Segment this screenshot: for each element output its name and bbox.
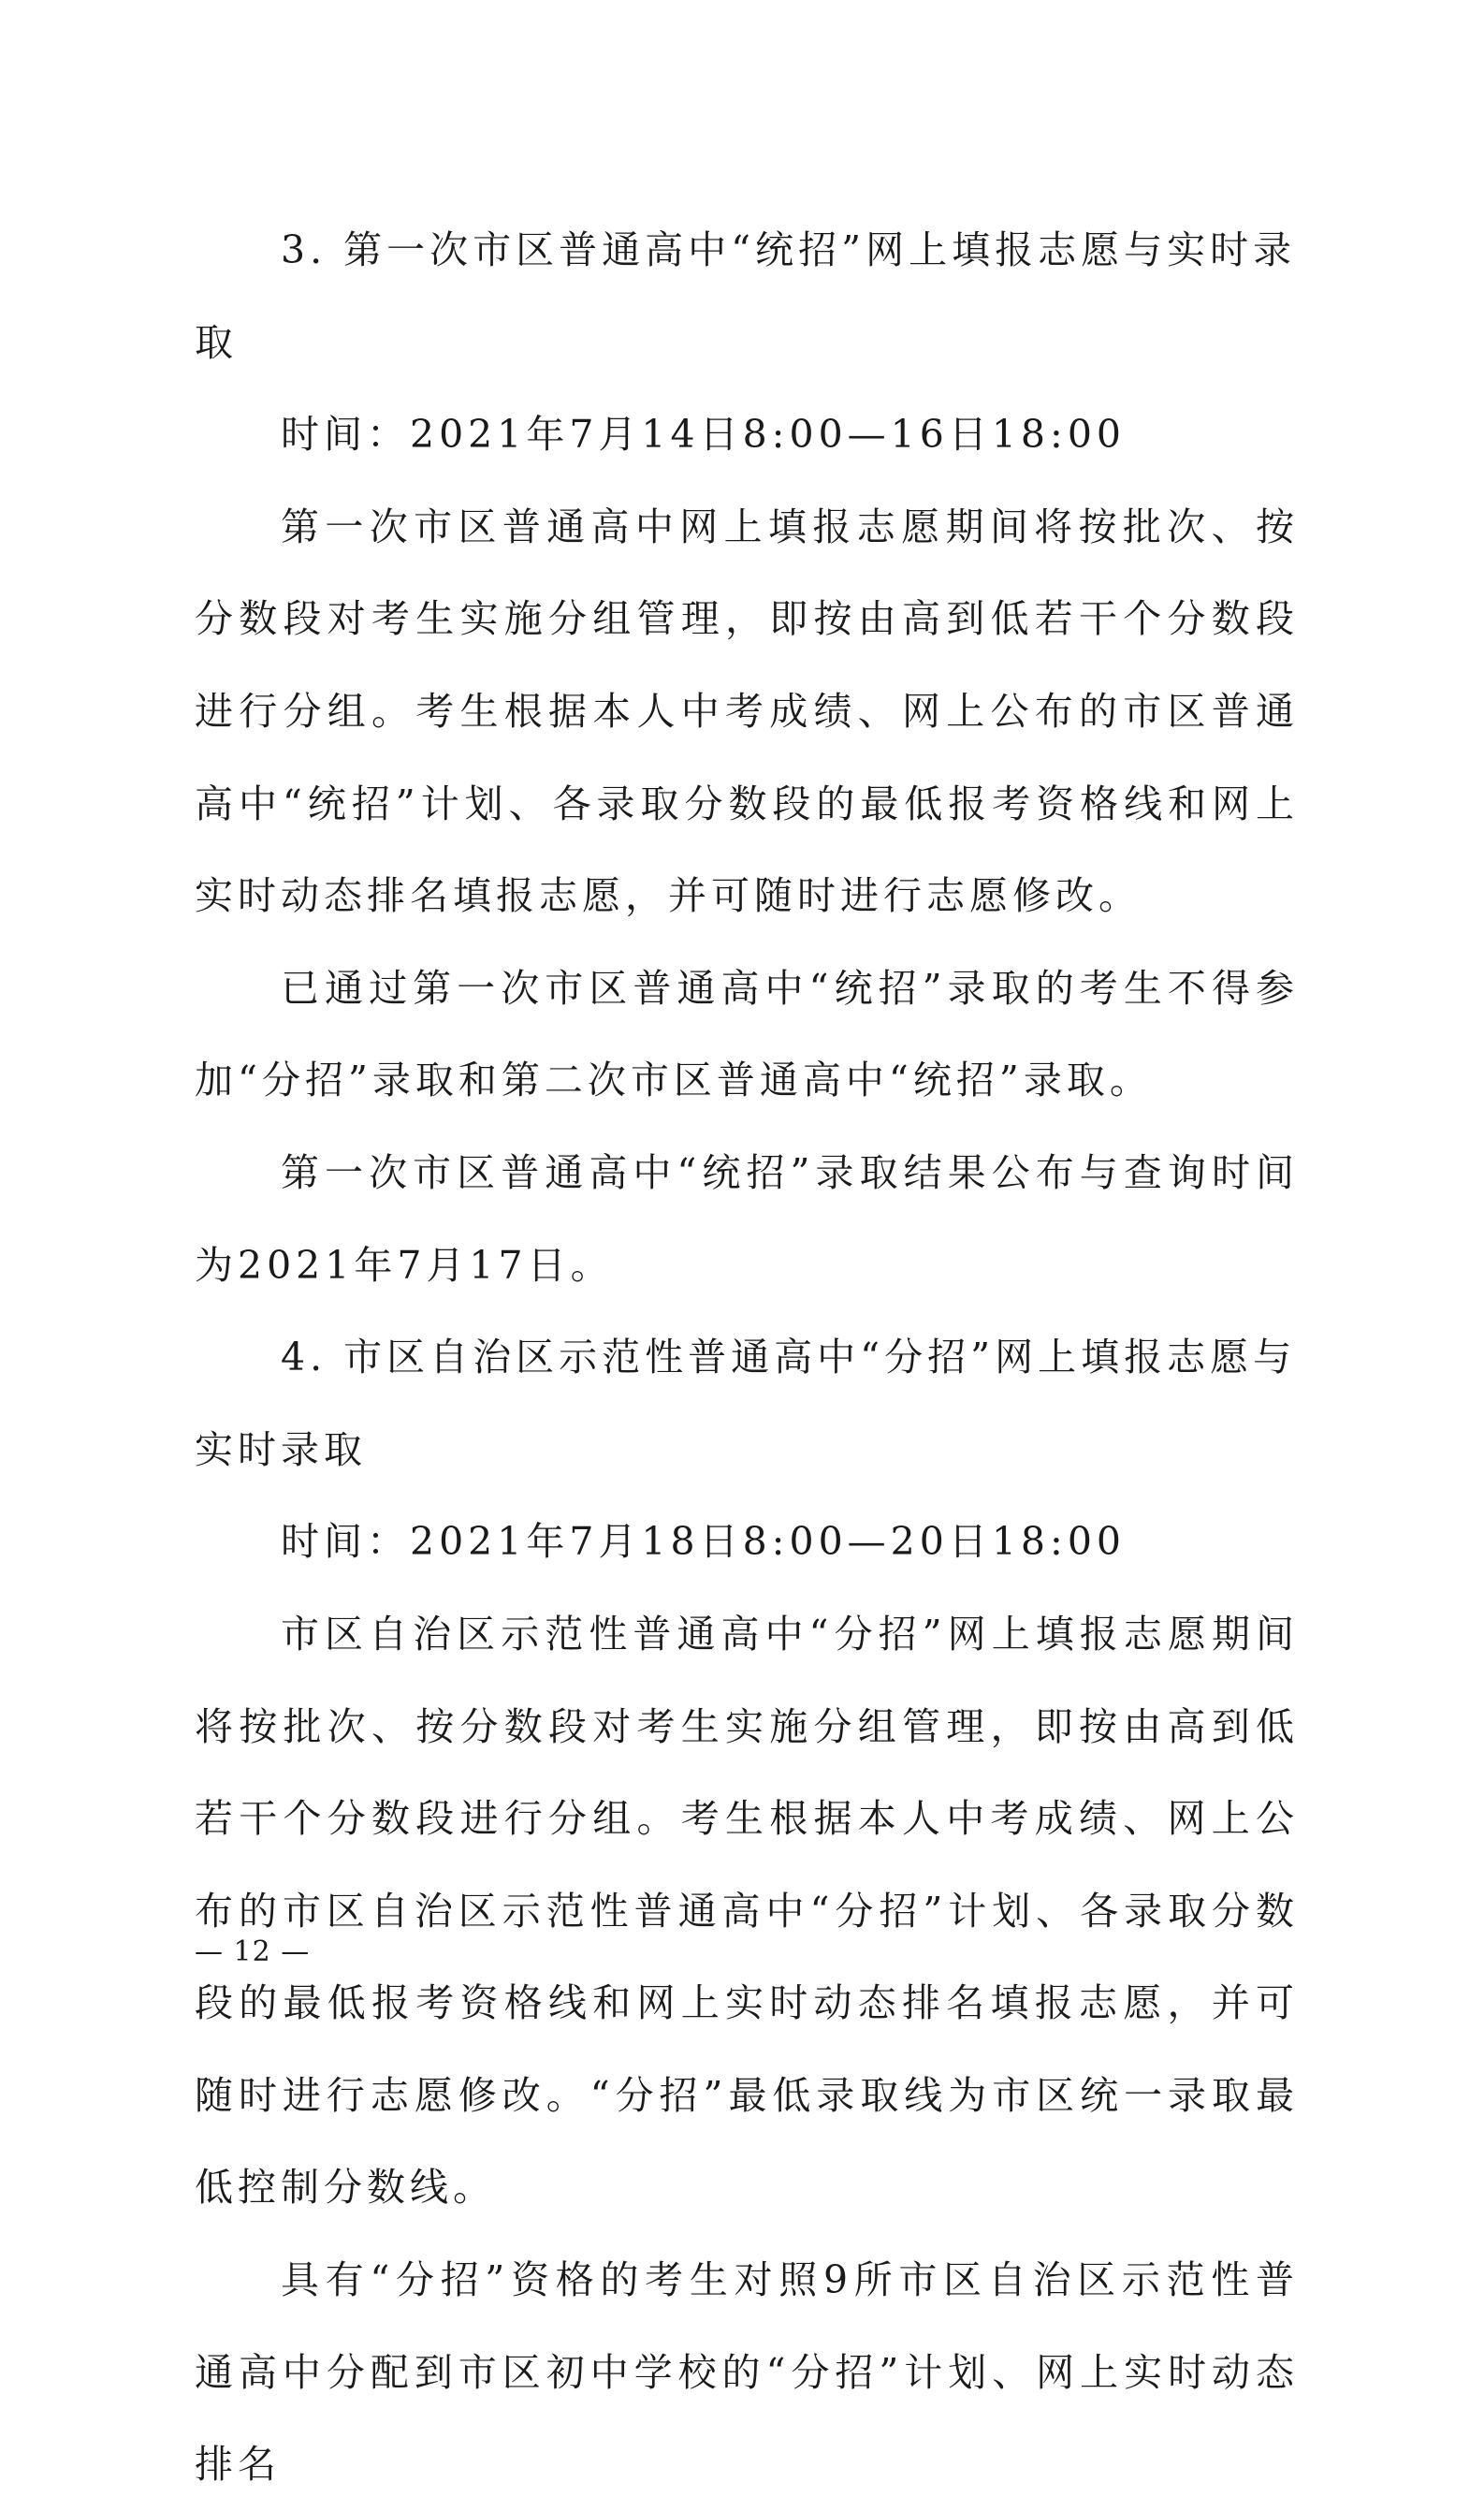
section-3-paragraph-1: 第一次市区普通高中网上填报志愿期间将按批次、按分数段对考生实施分组管理，即按由高到低若干个分数段进行分组。考生根据本人中考成绩、网上公布的市区普通高中“统招”计划、各录取分数段的最低报考资格线和网上实时动态排名填报志愿，并可随时进行志愿修改。 [195, 504, 1299, 919]
section-3-paragraph-3: 第一次市区普通高中“统招”录取结果公布与查询时间为2021年7月17日。 [195, 1149, 1299, 1288]
section-3 [195, 204, 1299, 1311]
section-4 [195, 1311, 1299, 2511]
section-4-paragraph-2: 具有“分招”资格的考生对照9所市区自治区示范性普通高中分配到市区初中学校的“分招”计划、网上实时动态排名 [195, 2257, 1299, 2488]
page-number: — 12 — [195, 1935, 311, 1968]
document-body [195, 204, 1299, 2511]
section-3-paragraph-2: 已通过第一次市区普通高中“统招”录取的考生不得参加“分招”录取和第二次市区普通高中“统招”录取。 [195, 965, 1299, 1103]
section-4-heading: 4. 市区自治区示范性普通高中“分招”网上填报志愿与实时录取 [195, 1335, 1297, 1472]
section-3-time: 时间：2021年7月14日8:00—16日18:00 [281, 412, 1126, 458]
section-4-paragraph-1: 市区自治区示范性普通高中“分招”网上填报志愿期间将按批次、按分数段对考生实施分组管理，即按由高到低若干个分数段进行分组。考生根据本人中考成绩、网上公布的市区自治区示范性普通高中“分招”计划、各录取分数段的最低报考资格线和网上实时动态排名填报志愿，并可随时进行志愿修改。“分招”最低录取线为市区统一录取最低控制分数线。 [195, 1611, 1299, 2211]
section-3-heading: 3. 第一次市区普通高中“统招”网上填报志愿与实时录取 [195, 227, 1297, 365]
section-4-time: 时间：2021年7月18日8:00—20日18:00 [281, 1519, 1126, 1565]
